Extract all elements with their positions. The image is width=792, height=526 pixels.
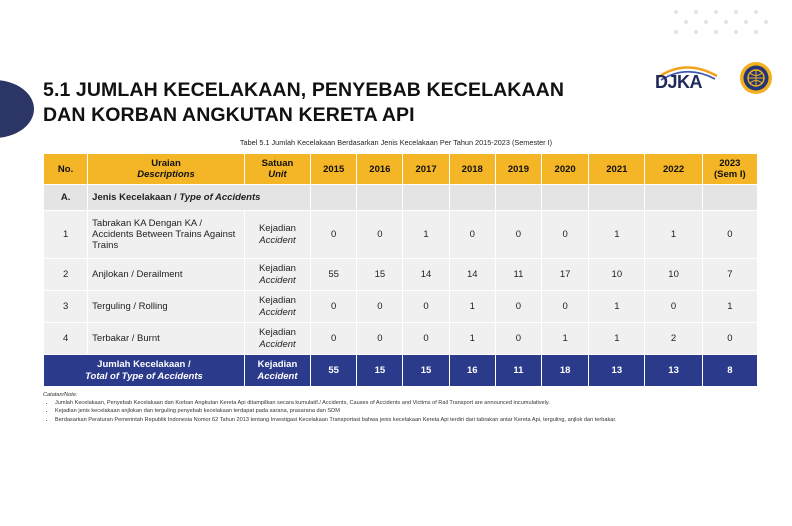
cell-value: 0 <box>542 211 589 259</box>
total-value: 13 <box>645 355 702 387</box>
cell-value: 1 <box>403 211 449 259</box>
row-description: Terguling / Rolling <box>88 291 245 323</box>
col-header-year: 2018 <box>449 154 495 185</box>
notes-list <box>43 399 743 424</box>
cell-value: 1 <box>702 291 757 323</box>
cell-value: 0 <box>702 211 757 259</box>
unit-id: Kejadian <box>258 262 296 274</box>
cell-value: 10 <box>589 259 645 291</box>
table-caption: Tabel 5.1 Jumlah Kecelakaan Berdasarkan Jenis Kecelakaan Per Tahun 2015-2023 (Semester I) <box>239 138 553 147</box>
total-value: 18 <box>542 355 589 387</box>
table-row <box>44 259 758 291</box>
cell-value: 55 <box>311 259 357 291</box>
col-header-unit-en: Unit <box>268 169 287 180</box>
total-row <box>44 355 758 387</box>
row-description: Tabrakan KA Dengan KA / Accidents Between Trains Against Trains <box>88 211 245 259</box>
cell-value: 0 <box>357 323 403 355</box>
row-no: 2 <box>44 259 88 291</box>
cell-value: 15 <box>357 259 403 291</box>
djka-logo-text: DJKA <box>655 72 703 92</box>
col-header-uraian: Uraian <box>151 158 181 169</box>
notes-heading: Catatan/Note: <box>43 392 78 398</box>
col-header-year: 2017 <box>403 154 449 185</box>
cell-value: 0 <box>357 211 403 259</box>
cell-value: 2 <box>645 323 702 355</box>
cell-value: 1 <box>542 323 589 355</box>
total-value: 13 <box>589 355 645 387</box>
col-header-year: 2022 <box>645 154 702 185</box>
section-label-en: Type of Accidents <box>179 192 261 203</box>
cell-value: 11 <box>495 259 541 291</box>
unit-en: Accident <box>259 234 296 246</box>
col-header-descriptions <box>88 154 245 185</box>
col-header-year: 2020 <box>542 154 589 185</box>
row-no: 4 <box>44 323 88 355</box>
col-header-unit <box>244 154 310 185</box>
unit-id: Kejadian <box>258 326 296 338</box>
section-letter: A. <box>44 185 88 211</box>
table-header-row <box>44 154 758 185</box>
row-no: 3 <box>44 291 88 323</box>
decorative-dot-grid <box>672 6 782 46</box>
cell-value: 0 <box>357 291 403 323</box>
cell-value: 1 <box>589 291 645 323</box>
total-unit <box>244 355 310 387</box>
col-header-2023: 2023 <box>719 158 741 169</box>
row-unit <box>244 211 310 259</box>
row-description: Terbakar / Burnt <box>88 323 245 355</box>
cell-value: 0 <box>645 291 702 323</box>
row-unit <box>244 291 310 323</box>
col-header-year: 2016 <box>357 154 403 185</box>
row-unit <box>244 323 310 355</box>
unit-en: Accident <box>259 274 296 286</box>
unit-en: Accident <box>259 306 296 318</box>
cell-value: 0 <box>403 291 449 323</box>
note-item: • Jumlah Kecelakaan, Penyebab Kecelakaan dan Korban Angkutan Kereta Api ditampilkan secara kumulatif./ Accidents, Causes of Accidents and Victims of Rail Transport are announced incumulatively. <box>55 399 743 407</box>
total-label-en: Total of Type of Accidents <box>85 370 203 382</box>
section-label-id: Jenis Kecelakaan / <box>92 192 180 203</box>
djka-logo <box>651 62 723 94</box>
unit-id: Kejadian <box>258 222 296 234</box>
unit-en: Accident <box>259 338 296 350</box>
table-row <box>44 211 758 259</box>
cell-value: 0 <box>495 323 541 355</box>
total-value: 15 <box>403 355 449 387</box>
col-header-year: 2019 <box>495 154 541 185</box>
unit-id: Kejadian <box>258 294 296 306</box>
section-row <box>44 185 758 211</box>
note-item: • Kejadian jenis kecelakaan anjlokan dan terguling penyebab kecelakaan terdapat pada sarana, prasarana dan SDM <box>55 407 743 415</box>
cell-value: 0 <box>495 211 541 259</box>
cell-value: 14 <box>403 259 449 291</box>
cell-value: 10 <box>645 259 702 291</box>
row-unit <box>244 259 310 291</box>
row-no: 1 <box>44 211 88 259</box>
cell-value: 0 <box>311 323 357 355</box>
cell-value: 0 <box>495 291 541 323</box>
col-header-no: No. <box>44 154 88 185</box>
total-value: 55 <box>311 355 357 387</box>
ministry-emblem-icon <box>739 61 773 95</box>
cell-value: 0 <box>311 211 357 259</box>
col-header-year: 2021 <box>589 154 645 185</box>
cell-value: 7 <box>702 259 757 291</box>
total-value: 16 <box>449 355 495 387</box>
cell-value: 1 <box>449 323 495 355</box>
cell-value: 1 <box>589 323 645 355</box>
accident-table <box>43 153 758 387</box>
cell-value: 1 <box>589 211 645 259</box>
cell-value: 0 <box>403 323 449 355</box>
notes <box>43 391 743 424</box>
total-value: 11 <box>495 355 541 387</box>
unit-en: Accident <box>257 370 298 382</box>
unit-id: Kejadian <box>257 358 298 370</box>
table-row <box>44 291 758 323</box>
cell-value: 0 <box>311 291 357 323</box>
total-value: 15 <box>357 355 403 387</box>
row-description: Anjlokan / Derailment <box>88 259 245 291</box>
col-header-descriptions-en: Descriptions <box>137 169 195 180</box>
cell-value: 14 <box>449 259 495 291</box>
page-title-line-2: DAN KORBAN ANGKUTAN KERETA API <box>43 104 415 126</box>
cell-value: 0 <box>702 323 757 355</box>
total-label <box>44 355 245 387</box>
section-label <box>88 185 311 211</box>
total-label-id: Jumlah Kecelakaan / <box>97 358 191 370</box>
col-header-sem-note: (Sem I) <box>714 169 746 180</box>
cell-value: 0 <box>542 291 589 323</box>
col-header-year-2023 <box>702 154 757 185</box>
col-header-year: 2015 <box>311 154 357 185</box>
col-header-satuan: Satuan <box>261 158 294 169</box>
cell-value: 0 <box>449 211 495 259</box>
table-row <box>44 323 758 355</box>
total-value: 8 <box>702 355 757 387</box>
page-title-line-1: 5.1 JUMLAH KECELAKAAN, PENYEBAB KECELAKAAN <box>43 79 564 101</box>
cell-value: 17 <box>542 259 589 291</box>
cell-value: 1 <box>645 211 702 259</box>
note-item: • Berdasarkan Peraturan Pemerintah Republik Indonesia Nomor 62 Tahun 2013 tentang Investigasi Kecelakaan Transportasi bahwa jenis kecelakaan Kereta Api terdiri dari tabrakan antar Kereta Api, terguling, anjlok dan terbakar. <box>55 416 743 424</box>
page-title <box>43 78 603 128</box>
decorative-side-circle <box>0 80 34 138</box>
cell-value: 1 <box>449 291 495 323</box>
